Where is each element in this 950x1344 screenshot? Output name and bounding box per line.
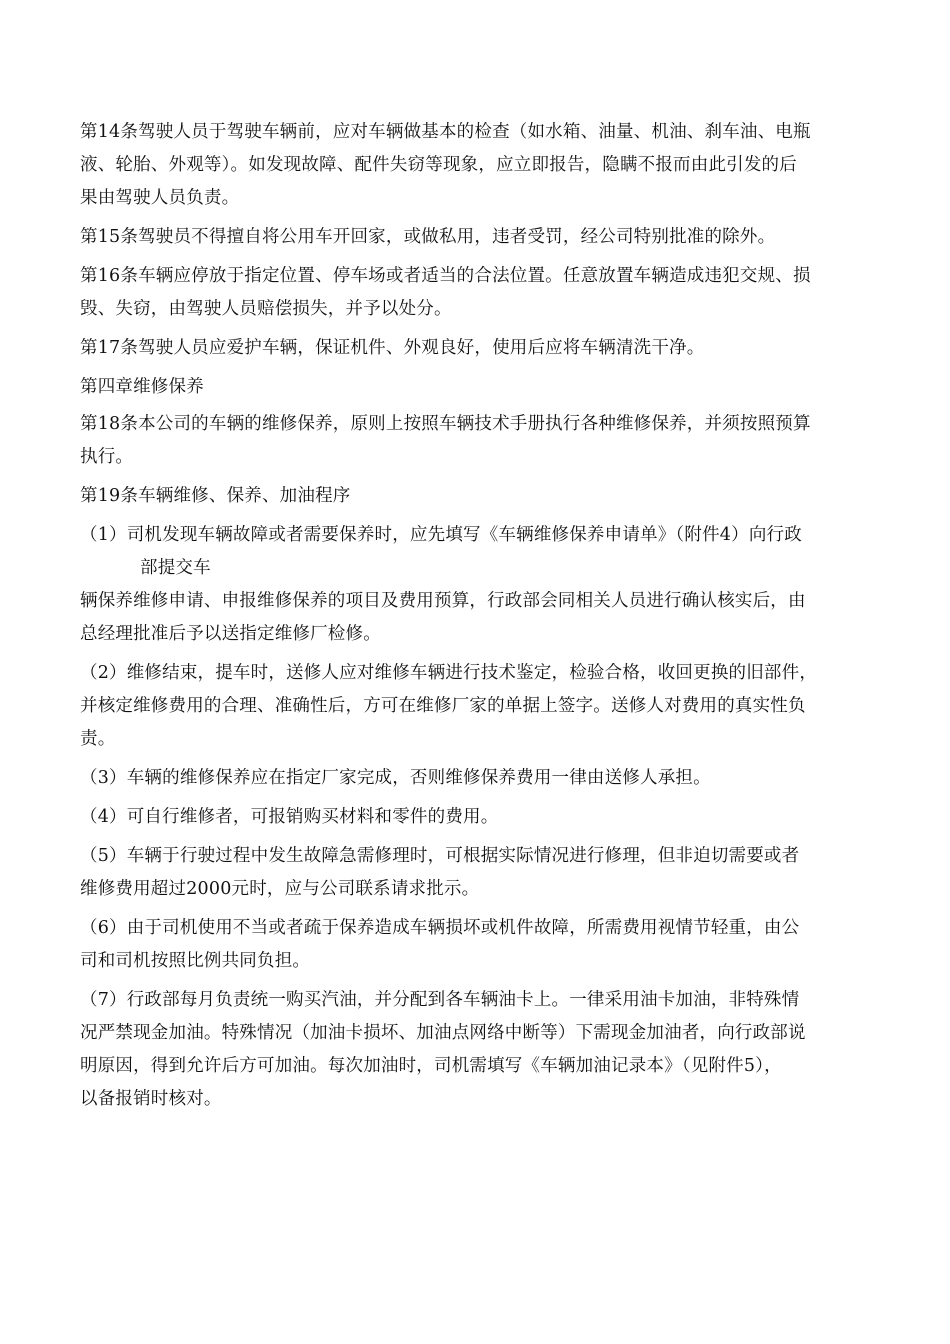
- text-line: （7）行政部每月负责统一购买汽油，并分配到各车辆油卡上。一律采用油卡加油，非特殊情: [80, 990, 800, 1010]
- text-line: 第18条本公司的车辆的维修保养，原则上按照车辆技术手册执行各种维修保养，并须按照预算: [80, 414, 811, 434]
- article-14: [80, 116, 875, 215]
- item-1-continued: [80, 585, 875, 651]
- text-line: 第15条驾驶员不得擅自将公用车开回家，或做私用，违者受罚，经公司特别批准的除外。: [80, 227, 776, 247]
- text-line: 果由驾驶人员负责。: [80, 188, 240, 208]
- text-line: 辆保养维修申请、申报维修保养的项目及费用预算，行政部会同相关人员进行确认核实后，由: [80, 591, 806, 611]
- text-line: 第17条驾驶人员应爱护车辆，保证机件、外观良好，使用后应将车辆清洗干净。: [80, 338, 705, 358]
- text-line: 第19条车辆维修、保养、加油程序: [80, 486, 351, 506]
- item-5: [80, 840, 875, 906]
- text-line: 司和司机按照比例共同负担。: [80, 951, 311, 971]
- text-line: （6）由于司机使用不当或者疏于保养造成车辆损坏或机件故障，所需费用视情节轻重，由公: [80, 918, 800, 938]
- article-16: [80, 260, 875, 326]
- article-17: [80, 332, 875, 365]
- text-line: 并核定维修费用的合理、准确性后，方可在维修厂家的单据上签字。送修人对费用的真实性负: [80, 696, 806, 716]
- chapter-title: 第四章维修保养: [80, 377, 204, 397]
- text-line: 毁、失窃，由驾驶人员赔偿损失，并予以处分。: [80, 299, 452, 319]
- text-line: 责。: [80, 729, 116, 749]
- article-18: [80, 408, 875, 474]
- article-19: [80, 480, 875, 513]
- item-1: [80, 519, 875, 585]
- item-7: [80, 984, 875, 1116]
- document-body: [80, 116, 875, 1122]
- article-15: [80, 221, 875, 254]
- text-line: 第16条车辆应停放于指定位置、停车场或者适当的合法位置。任意放置车辆造成违犯交规、损: [80, 266, 811, 286]
- item-2: [80, 657, 875, 756]
- text-line: 执行。: [80, 447, 134, 467]
- text-line: （2）维修结束，提车时，送修人应对维修车辆进行技术鉴定，检验合格，收回更换的旧部件，: [80, 663, 818, 683]
- text-line: 液、轮胎、外观等）。如发现故障、配件失窃等现象，应立即报告，隐瞒不报而由此引发的后: [80, 155, 797, 175]
- chapter-heading: [80, 371, 875, 404]
- item-4: [80, 801, 875, 834]
- text-line: 况严禁现金加油。特殊情况（加油卡损坏、加油点网络中断等）下需现金加油者，向行政部说: [80, 1023, 806, 1043]
- text-line: 明原因，得到允许后方可加油。每次加油时，司机需填写《车辆加油记录本》（见附件5），: [80, 1056, 782, 1076]
- text-line: （5）车辆于行驶过程中发生故障急需修理时，可根据实际情况进行修理，但非迫切需要或者: [80, 846, 800, 866]
- text-line: 维修费用超过2000元时，应与公司联系请求批示。: [80, 879, 480, 899]
- text-line: （4）可自行维修者，可报销购买材料和零件的费用。: [80, 807, 499, 827]
- item-3: [80, 762, 875, 795]
- text-line: （3）车辆的维修保养应在指定厂家完成，否则维修保养费用一律由送修人承担。: [80, 768, 711, 788]
- text-line: （1）司机发现车辆故障或者需要保养时，应先填写《车辆维修保养申请单》（附件4）向行政: [80, 525, 802, 545]
- item-6: [80, 912, 875, 978]
- text-line: 部提交车: [140, 558, 211, 578]
- text-line: 第14条驾驶人员于驾驶车辆前，应对车辆做基本的检查（如水箱、油量、机油、刹车油、电瓶: [80, 122, 811, 142]
- text-line: 以备报销时核对。: [80, 1089, 222, 1109]
- text-line: 总经理批准后予以送指定维修厂检修。: [80, 624, 381, 644]
